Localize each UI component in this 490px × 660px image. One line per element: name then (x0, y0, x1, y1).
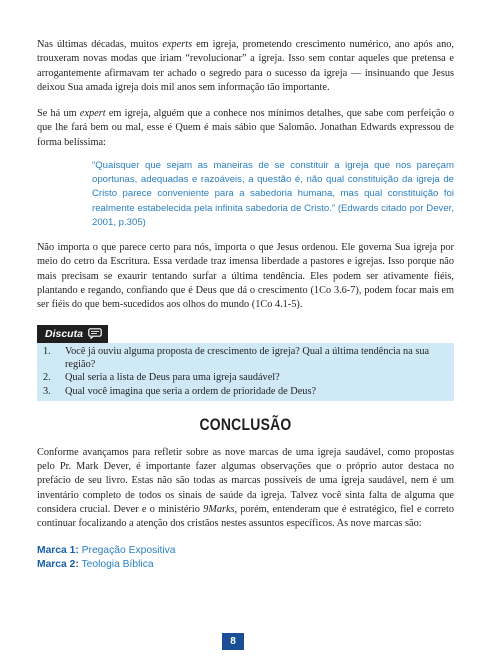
discuta-label: Discuta (37, 325, 108, 343)
chat-bubble-icon (88, 328, 102, 339)
section-heading-conclusao: CONCLUSÃO (199, 414, 292, 434)
marca-item: Marca 2: Teologia Bíblica (37, 558, 154, 570)
paragraph-intro: Nas últimas décadas, muitos experts em igreja, prometendo crescimento numérico, ano após ano, trouxeram novas modas que iriam “revolucionar” a igreja. Isso sem contar aqueles que pretensa e arrogantemente afirmavam ter achado o segredo para o sucesso da igreja — insinuando que Jesus deixou Sua amada igreja dois mil anos sem informação tão importante. (37, 39, 454, 93)
marca-item: Marca 1: Pregação Expositiva (37, 544, 176, 556)
page-number: 8 (222, 633, 244, 650)
edwards-quote: “Quaisquer que sejam as maneiras de se constituir a igreja que nos pareçam oportunas, adequadas e razoáveis, a questão é, não qual constituição da igreja de Cristo parece conveniente para a sabedoria humana, mas qual constituição foi realmente estabelecida pela infinita sabedoria de Cristo.” (Edwards citado por Dever, 2001, p.305) (92, 160, 454, 228)
discuta-section (37, 324, 454, 401)
paragraph-expert: Se há um expert em igreja, alguém que a conhece nos mínimos detalhes, que sabe com perfeição o que lhe fará bem ou mal, esse é Quem é mais sábio que Salomão. Jonathan Edwards expressou de forma belíssima: (37, 108, 454, 148)
question-item: 3. Qual você imagina que seria a ordem de prioridade de Deus? (43, 385, 317, 397)
page-content (37, 38, 454, 572)
question-item: 2. Qual seria a lista de Deus para uma igreja saudável? (43, 372, 280, 384)
paragraph-jesus-ordenou: Não importa o que parece certo para nós, importa o que Jesus ordenou. Ele governa Sua igreja por meio do cetro da Escritura. Essa verdade traz imensa liberdade a pastores e igrejas. Isso porque não mais precisam se exaurir tentando surfar a última tendência. Eles podem ser ativamente fiéis, plantando e regando, confiando que é Deus que dá o crescimento (1Co 3.6-7), podem focar mais em ser fiéis do que bem-sucedidos aos olhos do mundo (1Co 4.1-5). (37, 242, 454, 311)
paragraph-conclusao: Conforme avançamos para refletir sobre as nove marcas de uma igreja saudável, como propostas pelo Pr. Mark Dever, é importante fazer algumas observações que o próprio autor destaca no prefácio de seu livro. Estas não são todas as marcas possíveis de uma igreja saudável, nem é um inventário completo de todos os sinais de saúde da igreja. Talvez você sinta falta de alguma que considera crucial. Dever e o ministério 9Marks, porém, entenderam que é estratégico, fiel e correto continuar focalizando a atenção dos cristãos nestes assuntos específicos. As nove marcas são: (37, 446, 454, 530)
discuta-questions (37, 343, 454, 401)
question-item: 1. Você já ouviu alguma proposta de crescimento de igreja? Qual a última tendência na sua região? (43, 346, 430, 371)
